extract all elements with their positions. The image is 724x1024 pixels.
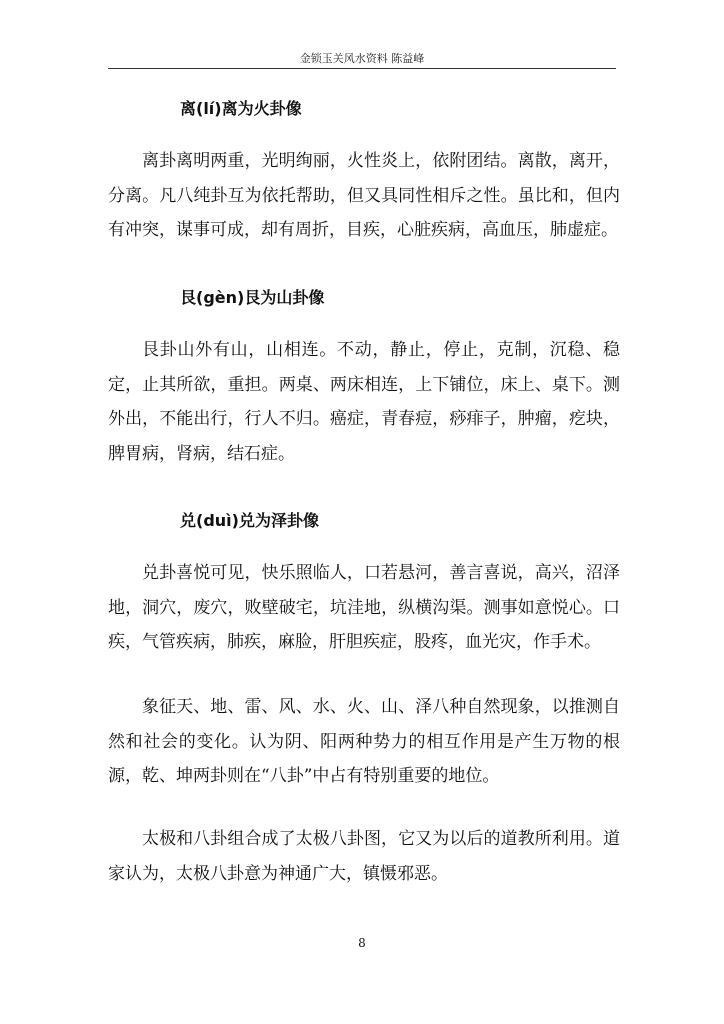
body-paragraph-taiji: 太极和八卦组合成了太极八卦图，它又为以后的道教所利用。道家认为，太极八卦意为神通广大，镇慑邪恶。 [108, 829, 620, 884]
page-number: 8 [358, 936, 366, 950]
header-divider [108, 68, 616, 69]
section-paragraph-gen: 艮卦山外有山，山相连。不动，静止，停止，克制，沉稳、稳定，止其所欲，重担。两桌、两床相连，上下铺位，床上、桌下。测外出，不能出行，行人不归。癌症，青春痘，痧痱子，肿瘤，疙块，脾胃病，肾病，结石症。 [108, 340, 620, 464]
section-paragraph-dui: 兑卦喜悦可见，快乐照临人，口若悬河，善言喜说，高兴，沼泽地，洞穴，废穴，败壁破宅，坑洼地，纵横沟渠。测事如意悦心。口疾，气管疾病，肺疾，麻脸，肝胆疾症，股疼，血光灾，作手术。 [108, 563, 620, 652]
section-paragraph-li: 离卦离明两重，光明绚丽，火性炎上，依附团结。离散，离开，分离。凡八纯卦互为依托帮助，但又具同性相斥之性。虽比和，但内有冲突，谋事可成，却有周折，目疾，心脏疾病，高血压，肺虚症。 [108, 151, 620, 240]
running-header: 金锁玉关风水资料 陈益峰 [299, 52, 425, 65]
section-heading-li: 离(lí)离为火卦像 [180, 99, 302, 118]
section-heading-dui: 兑(duì)兑为泽卦像 [180, 511, 319, 530]
body-paragraph-bagua: 象征天、地、雷、风、水、火、山、泽八种自然现象，以推测自然和社会的变化。认为阴、阳两种势力的相互作用是产生万物的根源，乾、坤两卦则在“八卦”中占有特别重要的地位。 [108, 697, 620, 786]
section-heading-gen: 艮(gèn)艮为山卦像 [180, 288, 325, 307]
